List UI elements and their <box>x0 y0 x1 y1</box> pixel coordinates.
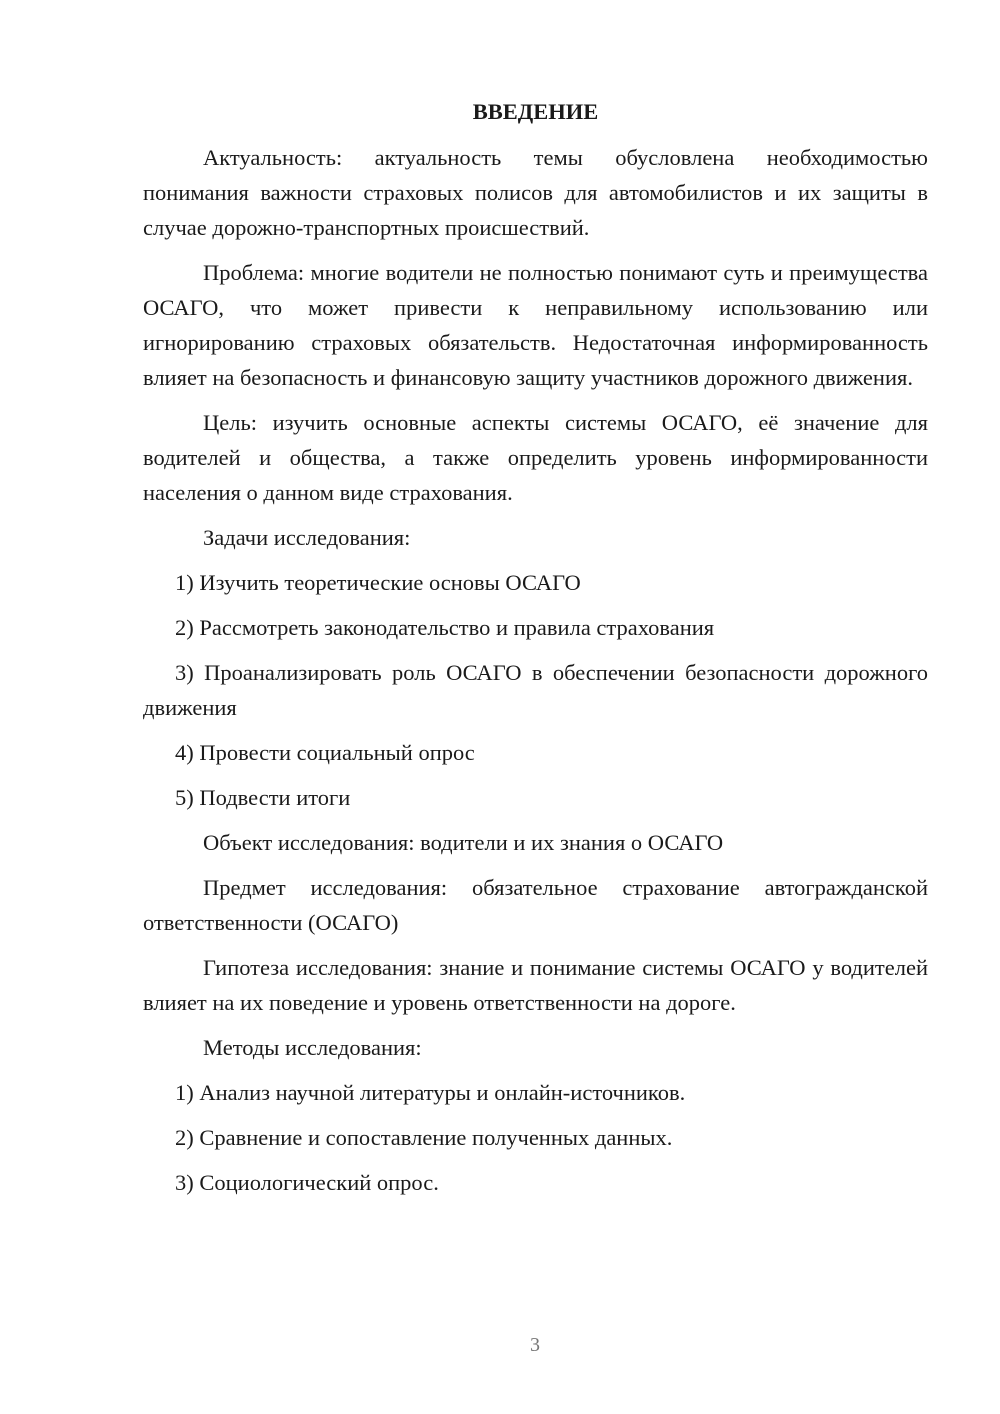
page-number: 3 <box>530 1334 540 1356</box>
hypothesis-paragraph: Гипотеза исследования: знание и понимание системы ОСАГО у водителей влияет на их поведение и уровень ответственности на дороге. <box>143 955 928 1015</box>
methods-heading: Методы исследования: <box>203 1035 422 1060</box>
method-item-2: 2) Сравнение и сопоставление полученных данных. <box>175 1125 673 1150</box>
page-content <box>143 94 928 1210</box>
method-item-1: 1) Анализ научной литературы и онлайн-источников. <box>175 1080 686 1105</box>
problem-paragraph: Проблема: многие водители не полностью понимают суть и преимущества ОСАГО, что может привести к неправильному использованию или игнорированию страховых обязательств. Недостаточная информированность влияет на безопасность и финансовую защиту участников дорожного движения. <box>143 260 928 390</box>
method-item-3: 3) Социологический опрос. <box>175 1170 439 1195</box>
object-paragraph: Объект исследования: водители и их знания о ОСАГО <box>203 830 724 855</box>
task-item-2: 2) Рассмотреть законодательство и правила страхования <box>175 615 715 640</box>
task-item-1: 1) Изучить теоретические основы ОСАГО <box>175 570 581 595</box>
goal-paragraph: Цель: изучить основные аспекты системы ОСАГО, её значение для водителей и общества, а также определить уровень информированности населения о данном виде страхования. <box>143 410 928 505</box>
subject-paragraph: Предмет исследования: обязательное страхование автогражданской ответственности (ОСАГО) <box>143 875 928 935</box>
tasks-heading: Задачи исследования: <box>203 525 411 550</box>
relevance-paragraph: Актуальность: актуальность темы обусловлена необходимостью понимания важности страховых полисов для автомобилистов и их защиты в случае дорожно-транспортных происшествий. <box>143 145 928 240</box>
task-item-5: 5) Подвести итоги <box>175 785 351 810</box>
page-title: ВВЕДЕНИЕ <box>472 99 599 124</box>
task-item-3: 3) Проанализировать роль ОСАГО в обеспечении безопасности дорожного движения <box>143 660 928 720</box>
task-item-4: 4) Провести социальный опрос <box>175 740 475 765</box>
